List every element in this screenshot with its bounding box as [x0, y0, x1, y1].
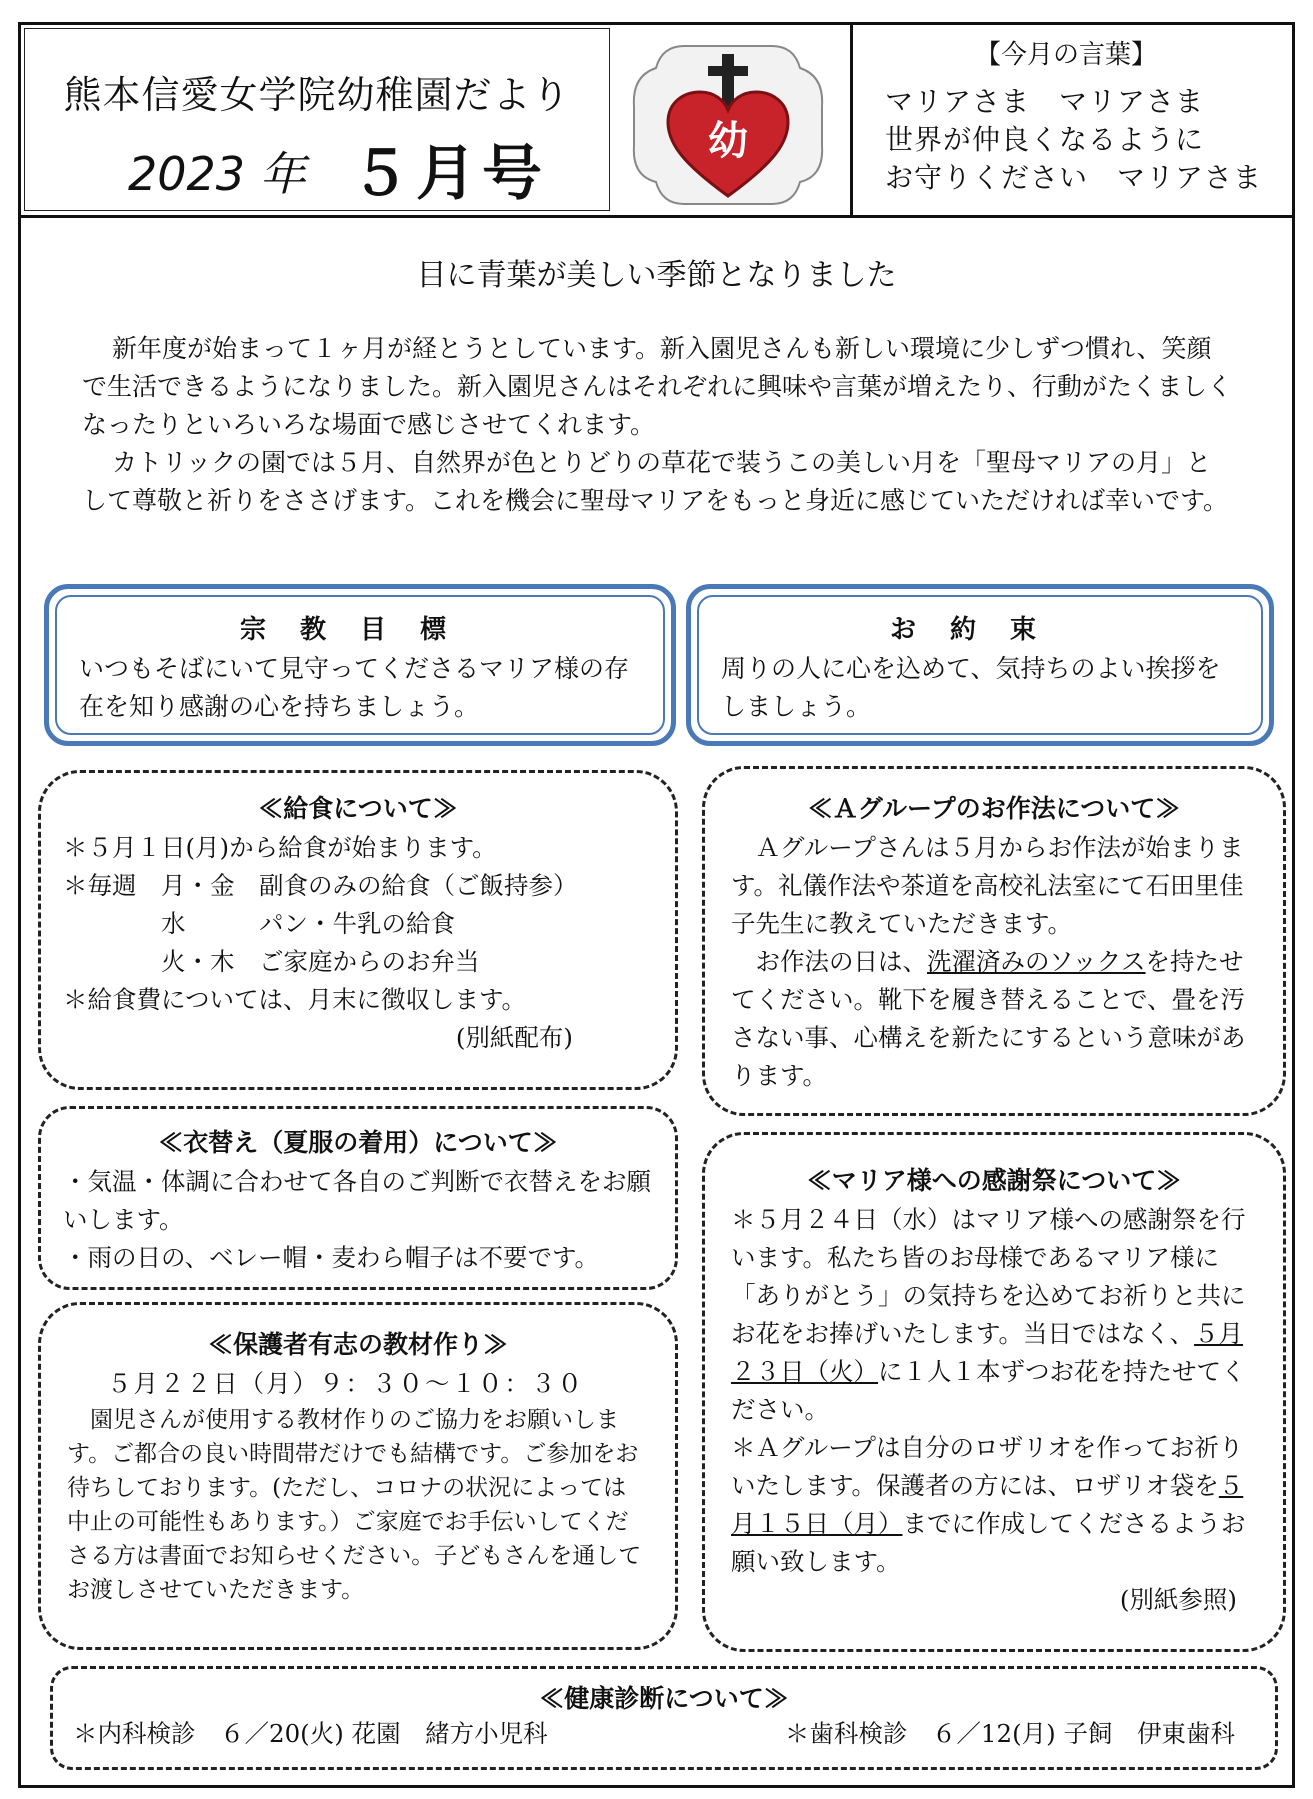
manners-text: Ａグループさんは５月からお作法が始まります。礼儀作法や茶道を高校礼法室にて石田里佳子先生に教えていただきます。 [731, 833, 1244, 938]
dental-checkup: ＊歯科検診 ６／12(月) 子飼 伊東歯科 [784, 1719, 1235, 1748]
flower-date: ５月２３日（火） [731, 1319, 1244, 1386]
lunch-line: ＊５月１日(月)から給食が始まります。 [63, 833, 497, 862]
manners-text: お作法の日は、洗濯済みのソックスを持たせてください。靴下を履き替えることで、畳を汚さない事、心構えを新たにするという意味があります。 [731, 947, 1246, 1090]
health-checkups [73, 1715, 1255, 1753]
issue-month: ５月号 [350, 139, 548, 209]
clothing-section [38, 1106, 678, 1290]
lunch-note: (別紙配布) [455, 1023, 573, 1052]
materials-time: ５月２２日（月）９：３０～１０：３０ [107, 1369, 584, 1398]
festival-section [702, 1132, 1286, 1652]
festival-note: (別紙参照) [1119, 1585, 1237, 1614]
religious-goal-text: いつもそばにいて見守ってくださるマリア様の存在を知り感謝の心を持ちましょう。 [79, 654, 630, 721]
main-heading: 目に青葉が美しい季節となりました [416, 258, 897, 293]
health-section [50, 1666, 1278, 1770]
lunch-line: 火・木 ご家庭からのお弁当 [63, 947, 480, 976]
religious-goal-box [44, 584, 676, 746]
promise-box [686, 584, 1274, 746]
festival-title: ≪マリア様への感謝祭について≫ [806, 1166, 1182, 1195]
lunch-line: ＊毎週 月・金 副食のみの給食（ご飯持参） [63, 871, 578, 900]
kindergarten-logo-icon [624, 36, 832, 212]
clothing-line: ・気温・体調に合わせて各自のご判断で衣替えをお願いします。 [63, 1167, 651, 1234]
health-title: ≪健康診断について≫ [539, 1684, 789, 1713]
intro-paragraph: 新年度が始まって１ヶ月が経とうとしています。新入園児さんも新しい環境に少しずつ慣れ、笑顔で生活できるようになりました。新入園児さんはそれぞれに興味や言葉が増えたり、行動がたくましくなったりといろいろな場面で感じさせてくれます。 [82, 334, 1233, 439]
monthly-words-label: 【今月の言葉】 [975, 40, 1158, 70]
intro-text [82, 330, 1232, 520]
manners-section [702, 766, 1286, 1116]
issue-year: 2023 年 [128, 147, 306, 201]
materials-text: 園児さんが使用する教材作りのご協力をお願いします。ご都合の良い時間帯だけでも結構です。ご参加をお待ちしております。(ただし、コロナの状況によっては中止の可能性もあります。）ご家庭でお手伝いしてくださる方は書面でお知らせください。子どもさんを通してお渡しさせていただきます。 [67, 1407, 642, 1603]
promise-title: お約束 [889, 615, 1070, 645]
header-divider [850, 22, 853, 218]
monthly-words-line: マリアさま マリアさま [885, 85, 1205, 118]
newsletter-title: 熊本信愛女学院幼稚園だより [63, 73, 571, 117]
festival-text: ＊５月２４日（水）はマリア様への感謝祭を行います。私たち皆のお母様であるマリア様に「ありがとう」の気持ちを込めてお祈りと共にお花をお捧げいたします。当日ではなく、５月２３日（火）に１人１本ずつお花を持たせてください。 [731, 1205, 1246, 1424]
logo-char: 幼 [708, 118, 748, 164]
materials-section [38, 1302, 678, 1650]
clothing-title: ≪衣替え（夏服の着用）について≫ [158, 1128, 558, 1157]
materials-title: ≪保護者有志の教材作り≫ [207, 1330, 508, 1359]
lunch-line: 水 パン・牛乳の給食 [63, 909, 455, 938]
manners-title: ≪Ａグループのお作法について≫ [807, 794, 1181, 823]
promise-text: 周りの人に心を込めて、気持ちのよい挨拶をしましょう。 [721, 654, 1221, 721]
internal-checkup: ＊内科検診 ６／20(火) 花園 緒方小児科 [73, 1719, 548, 1748]
lunch-section [38, 770, 678, 1090]
lunch-line: ＊給食費については、月末に徴収します。 [63, 985, 527, 1014]
monthly-words-line: 世界が仲良くなるように [885, 123, 1205, 156]
intro-paragraph: カトリックの園では５月、自然界が色とりどりの草花で装うこの美しい月を「聖母マリアの月」として尊敬と祈りをささげます。これを機会に聖母マリアをもっと身近に感じていただければ幸いです。 [82, 448, 1229, 515]
rosary-bag-date: ５月１５日（月） [731, 1471, 1244, 1538]
monthly-words-line: お守りください マリアさま [885, 161, 1263, 194]
lunch-title: ≪給食について≫ [258, 794, 458, 823]
religious-goal-title: 宗教目標 [239, 615, 480, 645]
clothing-line: ・雨の日の、ベレー帽・麦わら帽子は不要です。 [63, 1243, 600, 1272]
festival-text: ＊Ａグループは自分のロザリオを作ってお祈りいたします。保護者の方には、ロザリオ袋を５月１５日（月）までに作成してくださるようお願い致します。 [731, 1433, 1246, 1576]
socks-note: 洗濯済みのソックス [927, 947, 1146, 976]
